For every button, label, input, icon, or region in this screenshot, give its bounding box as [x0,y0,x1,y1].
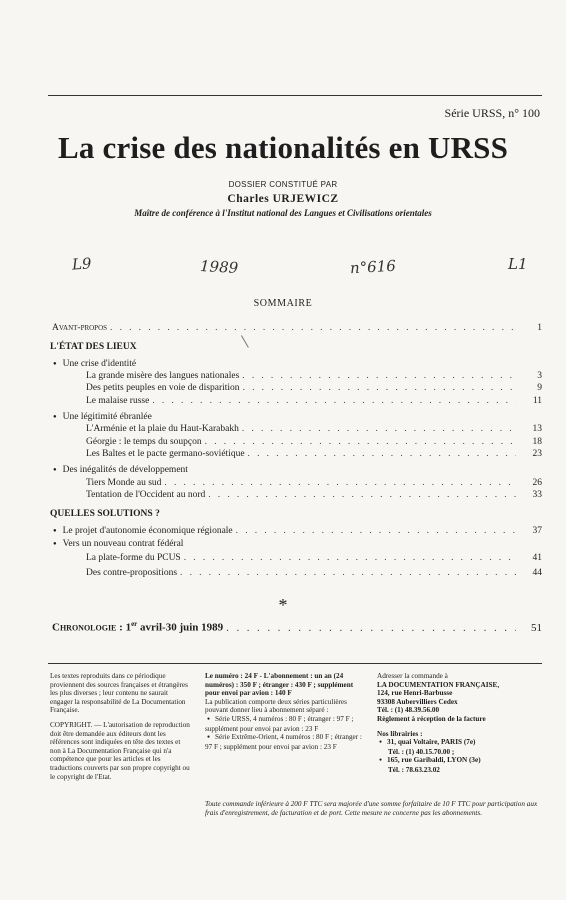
bottom-rule [48,663,542,664]
toc-entry: La plate-forme du PCUS . . . 41 [86,553,542,563]
toc-entry: ● Le projet d'autonomie économique régionale . . . 37 [53,526,542,536]
toc-entry: Des contre-propositions . . . 44 [86,568,542,578]
toc-entry: Les Baltes et le pacte germano-soviétique . . . 23 [86,449,542,459]
footer-legal [50,672,190,787]
address-line: LA DOCUMENTATION FRANÇAISE, [377,680,500,689]
footer-pricing [205,672,363,751]
toc-entry: Tentation de l'Occident au nord . . . 33 [86,490,542,500]
bookstore-line: Tél. : 78.63.23.02 [388,765,440,774]
handwritten-note: L9 [71,254,93,274]
author-name: Charles URJEWICZ [227,193,339,205]
separator-asterisk: * [278,595,288,615]
section-title: QUELLES SOLUTIONS ? [50,509,160,519]
address-line: 93308 Aubervilliers Cedex [377,697,458,706]
toc-entry: Avant-propos . . . 1 [52,323,542,333]
series-item: ● Série Extrême-Orient, 4 numéros : 80 F ; étranger : 97 F ; supplément pour envoi par avion : 23 F [205,733,362,751]
order-intro: Adresser la commande à [377,672,448,680]
handwritten-number: n°616 [349,256,397,278]
toc-entry: Le malaise russe . . . 11 [86,396,542,406]
top-rule [48,95,542,96]
bookstores-heading: Nos librairies : [377,729,423,738]
footer-order [377,672,545,775]
toc-group: ● Une légitimité ébranlée [53,412,152,422]
bookstore-line: ● 31, quai Voltaire, PARIS (7e) [379,738,476,747]
toc-entry: Tiers Monde au sud . . . 26 [86,478,542,488]
series-item: ● Série URSS, 4 numéros : 80 F ; étranger : 97 F ; supplément pour envoi par avion : 23 F [205,714,354,733]
author-affiliation: Maître de conférence à l'Institut national des Langues et Civilisations orientales [134,208,432,218]
series-info: La publication comporte deux séries particulières pouvant donner lieu à abonnement séparé : [205,697,347,715]
address-line: Règlement à réception de la facture [377,714,486,723]
toc-entry: Des petits peuples en voie de disparition . . . 9 [86,383,542,393]
dossier-label: DOSSIER CONSTITUÉ PAR [228,180,338,189]
order-note: Toute commande inférieure à 200 F TTC sera majorée d'une somme forfaitaire de 10 F TTC pour participation aux frais d'enregistrement, de facturation et de port. Cette mesure ne concerne pas les abonnements. [205,800,538,817]
handwritten-code: L1 [508,255,528,273]
bookstore-line: ● 165, rue Garibaldi, LYON (3e) [379,756,481,765]
page-title: La crise des nationalités en URSS [57,130,509,165]
address-line: 124, rue Henri-Barbusse [377,689,453,698]
toc-group: ● Des inégalités de développement [53,465,188,475]
toc-entry: La grande misère des langues nationales . . . 3 [86,371,542,381]
bookstore-line: Tél. : (1) 40.15.70.00 ; [388,747,455,756]
section-title: L'ÉTAT DES LIEUX [50,342,137,352]
toc-group: ● Une crise d'identité [53,359,136,369]
toc-entry: L'Arménie et la plaie du Haut-Karabakh . . . 13 [86,424,542,434]
toc-group: ● Vers un nouveau contrat fédéral [53,539,183,549]
series-number: Série URSS, n° 100 [444,106,540,120]
copyright-notice: COPYRIGHT. — L'autorisation de reproduction doit être demandée aux éditeurs dont les références sont indiquées en tête des textes et non à La Documentation Française qui n'a compétence que pour les articles et les traductions couverts par son propre copyright ou le copyright de l'Etat. [50,720,190,781]
toc-heading: SOMMAIRE [253,298,313,309]
pencil-mark [241,332,254,348]
handwritten-year: 1989 [199,257,239,277]
toc-entry: Géorgie : le temps du soupçon . . . 18 [86,437,542,447]
legal-notice: Les textes reproduits dans ce périodique proviennent des sources françaises et étrangères les plus diverses ; leur contenu ne saurait engager la responsabilité de La Documentation Française. [50,672,188,715]
price-info: Le numéro : 24 F - L'abonnement : un an (24 numéros) : 350 F ; étranger : 430 F ; supplément pour envoi par avion : 140 F [205,672,354,698]
address-line: Tél. : (1) 48.39.56.00 [377,706,440,715]
toc-entry-chronology: Chronologie : 1er avril-30 juin 1989 . . . 51 [52,620,542,634]
